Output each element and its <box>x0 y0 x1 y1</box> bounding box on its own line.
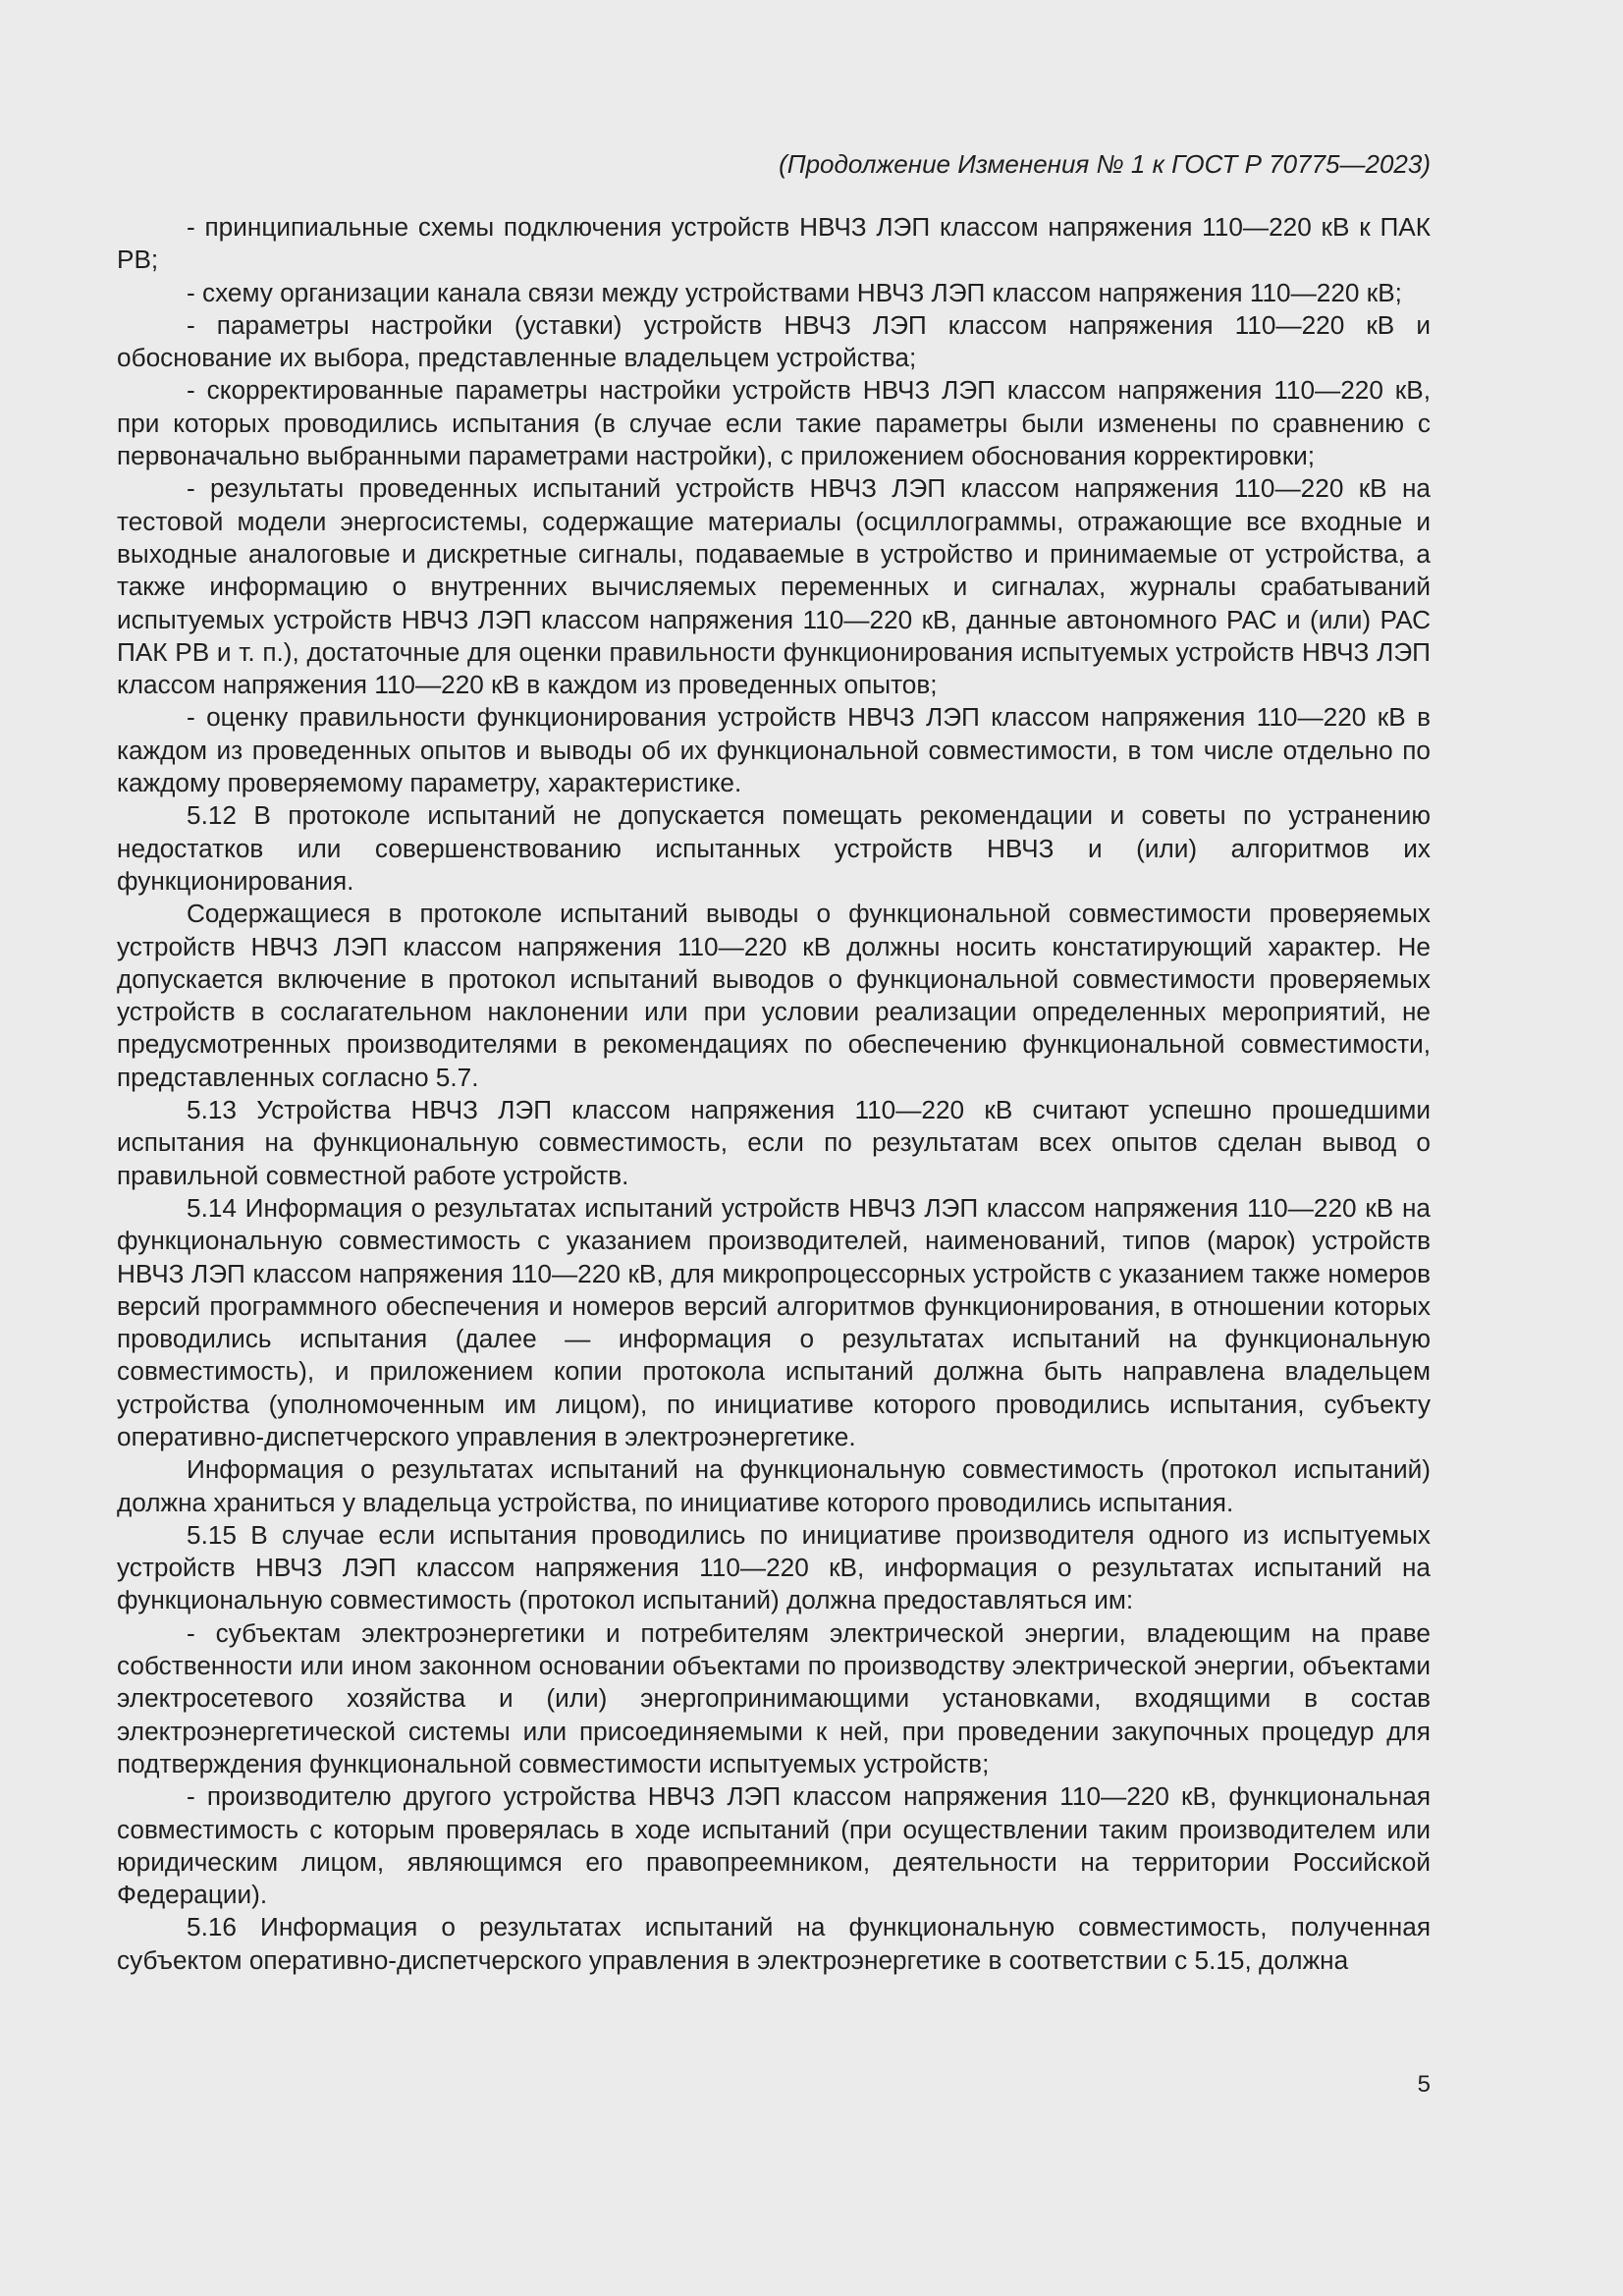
clause-5-12: 5.12 В протоколе испытаний не допускается помещать рекомендации и советы по устранению недостатков или совершенствованию испытанных устройств НВЧЗ и (или) алгоритмов их функционирования. <box>117 800 1431 896</box>
list-item-settings: - параметры настройки (уставки) устройств НВЧЗ ЛЭП классом напряжения 110—220 кВ и обоснование их выбора, представленные владельцем устройства; <box>117 309 1431 373</box>
list-item-channel-scheme: - схему организации канала связи между устройствами НВЧЗ ЛЭП классом напряжения 110—220 кВ; <box>187 277 1402 307</box>
clause-5-15: 5.15 В случае если испытания проводились по инициативе производителя одного из испытуемых устройств НВЧЗ ЛЭП классом напряжения 110—220 кВ, информация о результатах испытаний на функциональную совместимость (протокол испытаний) должна предоставляться им: <box>117 1519 1431 1615</box>
document-header: (Продолжение Изменения № 1 к ГОСТ Р 70775—2023) <box>779 149 1431 179</box>
clause-5-13: 5.13 Устройства НВЧЗ ЛЭП классом напряжения 110—220 кВ считают успешно прошедшими испытания на функциональную совместимость, если по результатам всех опытов сделан вывод о правильной совместной работе устройств. <box>117 1095 1431 1190</box>
list-item-test-results: - результаты проведенных испытаний устройств НВЧЗ ЛЭП классом напряжения 110—220 кВ на тестовой модели энергосистемы, содержащие материалы (осциллограммы, отражающие все входные и выходные аналоговые и дискретные сигналы, подаваемые в устройство и принимаемые от устройства, а также информацию о внутренних вычисляемых переменных и сигналах, журналы срабатываний испытуемых устройств НВЧЗ ЛЭП классом напряжения 110—220 кВ, данные автономного РАС и (или) РАС ПАК РВ и т. п.), достаточные для оценки правильности функционирования испытуемых устройств НВЧЗ ЛЭП классом напряжения 110—220 кВ в каждом из проведенных опытов; <box>117 473 1431 700</box>
list-item-energy-subjects: - субъектам электроэнергетики и потребителям электрической энергии, владеющим на праве собственности или ином законном основании объектами по производству электрической энергии, объектами электросетевого хозяйства и (или) энергопринимающими установками, входящими в состав электроэнергетической системы или присоединяемыми к ней, при проведении закупочных процедур для подтверждения функциональной совместимости испытуемых устройств; <box>117 1617 1431 1778</box>
list-item-evaluation: - оценку правильности функционирования устройств НВЧЗ ЛЭП классом напряжения 110—220 кВ в каждом из проведенных опытов и выводы об их функциональной совместимости, в том числе отдельно по каждому проверяемому параметру, характеристике. <box>117 702 1431 798</box>
clause-5-12-continued: Содержащиеся в протоколе испытаний выводы о функциональной совместимости проверяемых устройств НВЧЗ ЛЭП классом напряжения 110—220 кВ должны носить констатирующий характер. Не допускается включение в протокол испытаний выводов о функциональной совместимости проверяемых устройств в сослагательном наклонении или при условии реализации определенных мероприятий, не предусмотренных производителями в рекомендациях по обеспечению функциональной совместимости, представленных согласно 5.7. <box>117 899 1431 1092</box>
document-body <box>117 211 1431 1977</box>
list-item-other-manufacturer: - производителю другого устройства НВЧЗ ЛЭП классом напряжения 110—220 кВ, функциональная совместимость с которым проверялась в ходе испытаний (при осуществлении таким производителем или юридическим лицом, являющимся его правопреемником, деятельности на территории Российской Федерации). <box>117 1781 1431 1910</box>
clause-5-16: 5.16 Информация о результатах испытаний на функциональную совместимость, полученная субъектом оперативно-диспетчерского управления в электроэнергетике в соответствии с 5.15, должна <box>117 1912 1431 1975</box>
clause-5-14-continued: Информация о результатах испытаний на функциональную совместимость (протокол испытаний) должна храниться у владельца устройства, по инициативе которого проводились испытания. <box>117 1454 1431 1517</box>
list-item-connection-schemes: - принципиальные схемы подключения устройств НВЧЗ ЛЭП классом напряжения 110—220 кВ к ПАК РВ; <box>117 212 1431 275</box>
clause-5-14: 5.14 Информация о результатах испытаний устройств НВЧЗ ЛЭП классом напряжения 110—220 кВ на функциональную совместимость с указанием производителей, наименований, типов (марок) устройств НВЧЗ ЛЭП классом напряжения 110—220 кВ, для микропроцессорных устройств с указанием также номеров версий программного обеспечения и номеров версий алгоритмов функционирования, в отношении которых проводились испытания (далее — информация о результатах испытаний на функциональную совместимость), и приложением копии протокола испытаний должна быть направлена владельцем устройства (уполномоченным им лицом), по инициативе которого проводились испытания, субъекту оперативно-диспетчерского управления в электроэнергетике. <box>117 1192 1431 1451</box>
list-item-corrected-settings: - скорректированные параметры настройки устройств НВЧЗ ЛЭП классом напряжения 110—220 кВ, при которых проводились испытания (в случае если такие параметры были изменены по сравнению с первоначально выбранными параметрами настройки), с приложением обоснования корректировки; <box>117 375 1431 471</box>
page-number: 5 <box>1417 2071 1431 2098</box>
